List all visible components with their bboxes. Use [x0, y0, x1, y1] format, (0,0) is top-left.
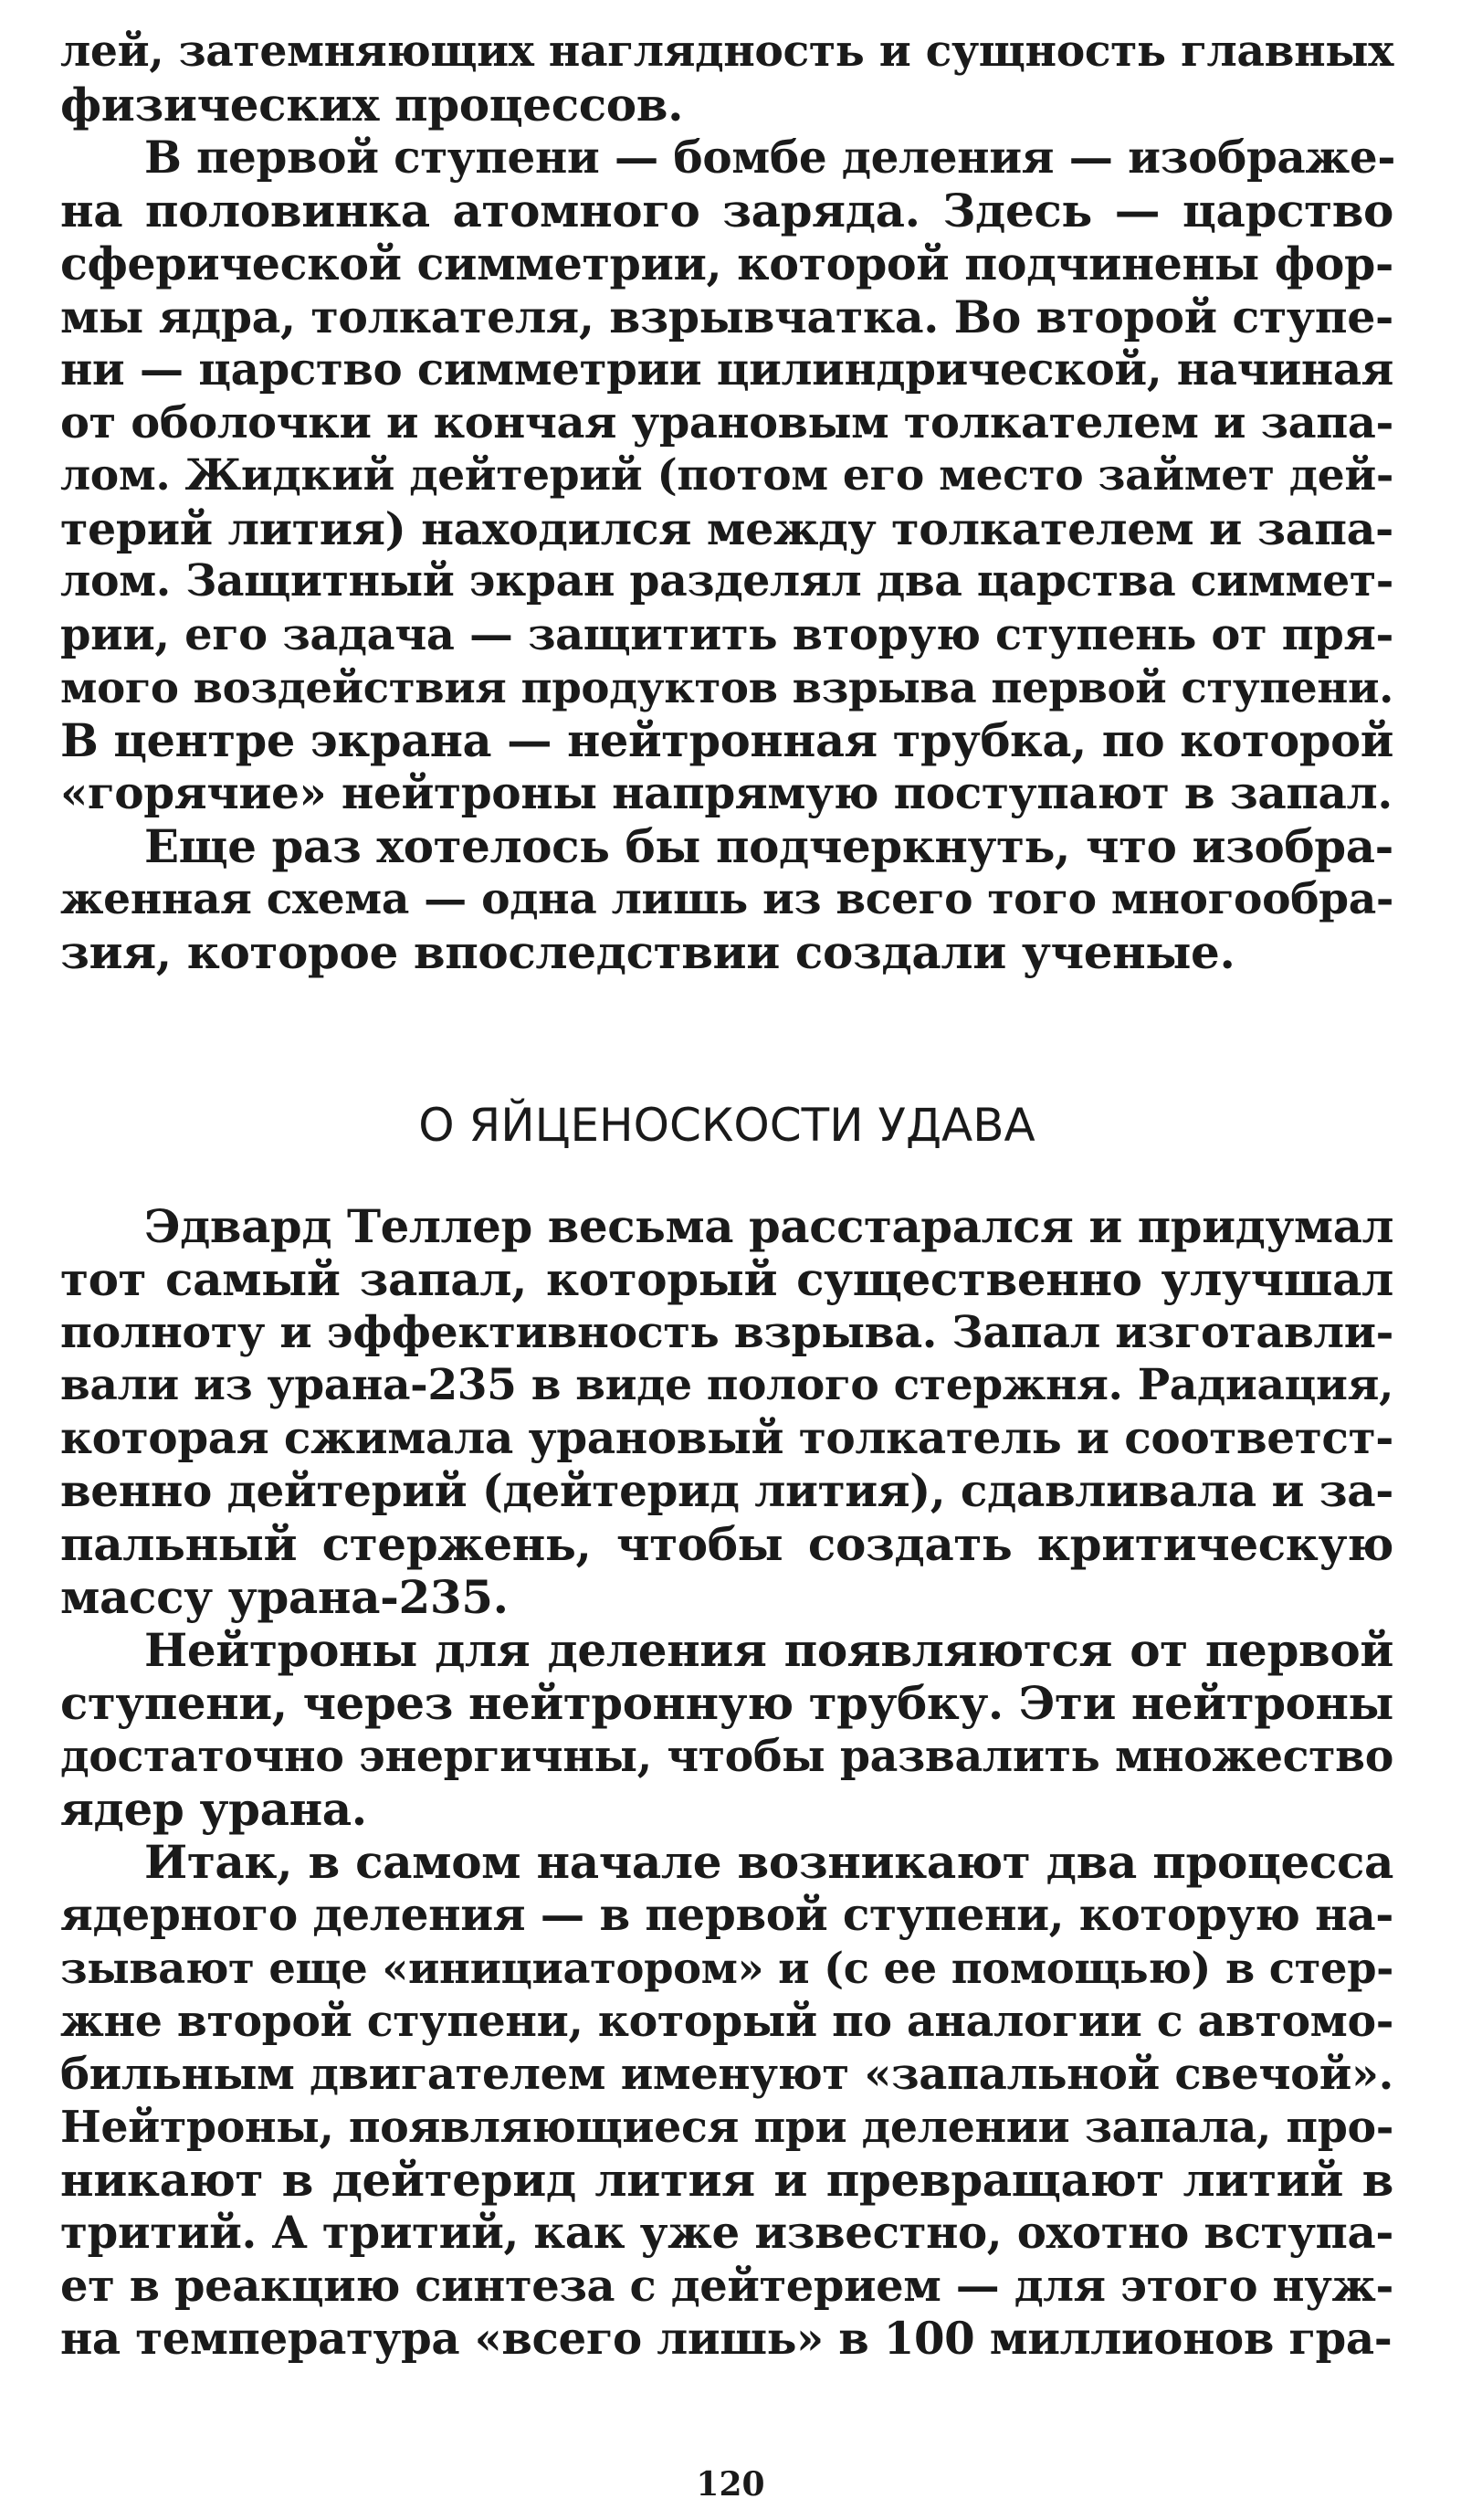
- text-line: физических процессов.: [60, 78, 684, 132]
- text-line: на температура «всего лишь» в 100 миллионов гра-: [60, 2314, 1393, 2365]
- text-line: В первой ступени — бомбе деления — изображе-: [144, 132, 1396, 184]
- text-line: тот самый запал, который существенно улучшал: [60, 1252, 1393, 1306]
- paragraph: [60, 1200, 1393, 1624]
- text-line: массу урана-235.: [60, 1570, 509, 1624]
- text-line: достаточно энергичны, чтобы развалить множество: [60, 1731, 1393, 1782]
- text-line: Нейтроны для деления появляются от первой: [144, 1623, 1393, 1677]
- text-line: тритий. А тритий, как уже известно, охотно вступа-: [60, 2208, 1393, 2259]
- text-line: бильным двигателем именуют «запальной свечой».: [60, 2049, 1393, 2100]
- text-line: Нейтроны, появляющиеся при делении запала, про-: [60, 2102, 1393, 2153]
- text-line: женная схема — одна лишь из всего того многообра-: [60, 874, 1393, 924]
- text-line: которая сжимала урановый толкатель и соответст-: [60, 1412, 1393, 1464]
- section-title: О ЯЙЦЕНОСКОСТИ УДАВА: [418, 1099, 1035, 1152]
- text-line: лом. Защитный экран разделял два царства симмет-: [60, 556, 1393, 606]
- text-line: зия, которое впоследствии создали ученые.: [60, 925, 1235, 979]
- text-block-bottom: [60, 1200, 1393, 2366]
- paragraph: [60, 26, 1393, 132]
- text-line: на половинка атомного заряда. Здесь — царство: [60, 184, 1393, 237]
- text-line: лей, затемняющих наглядность и сущность главных: [60, 26, 1393, 77]
- book-page: [60, 26, 1396, 2366]
- text-line: ни — царство симметрии цилиндрической, начиная: [60, 344, 1393, 395]
- text-line: «горячие» нейтроны напрямую поступают в запал.: [60, 767, 1393, 819]
- text-line: Итак, в самом начале возникают два процесса: [144, 1835, 1393, 1889]
- text-line: полноту и эффективность взрыва. Запал изготавли-: [60, 1307, 1393, 1358]
- page-number: 120: [696, 2465, 765, 2504]
- text-line: сферической симметрии, которой подчинены фор-: [60, 237, 1393, 290]
- paragraph: [60, 820, 1393, 979]
- text-line: мого воздействия продуктов взрыва первой ступени.: [60, 662, 1393, 712]
- paragraph: [60, 1836, 1393, 2366]
- text-line: лом. Жидкий дейтерий (потом его место займет дей-: [60, 450, 1393, 501]
- text-line: зывают еще «инициатором» и (с ее помощью) в стер-: [60, 1943, 1393, 1993]
- text-line: Эдвард Теллер весьма расстарался и придумал: [144, 1199, 1394, 1253]
- paragraph: [60, 1624, 1393, 1836]
- text-block-top: [60, 26, 1396, 979]
- text-line: от оболочки и кончая урановым толкателем и запа-: [60, 397, 1393, 448]
- text-line: венно дейтерий (дейтерид лития), сдавливала и за-: [60, 1465, 1393, 1517]
- text-line: терий лития) находился между толкателем и запа-: [60, 502, 1393, 555]
- text-line: Еще раз хотелось бы подчеркнуть, что изобра-: [144, 819, 1393, 873]
- text-line: ядерного деления — в первой ступени, которую на-: [60, 1889, 1393, 1941]
- paragraph: [60, 132, 1396, 820]
- text-line: ядер урана.: [60, 1782, 367, 1836]
- text-line: ет в реакцию синтеза с дейтерием — для этого нуж-: [60, 2261, 1393, 2312]
- text-line: рии, его задача — защитить вторую ступень от пря-: [60, 609, 1393, 660]
- text-line: пальный стержень, чтобы создать критическую: [60, 1517, 1393, 1571]
- text-line: вали из урана-235 в виде полого стержня. Радиация,: [60, 1360, 1393, 1410]
- text-line: мы ядра, толкателя, взрывчатка. Во второй ступе-: [60, 290, 1393, 343]
- text-line: никают в дейтерид лития и превращают литий в: [60, 2153, 1393, 2207]
- text-line: В центре экрана — нейтронная трубка, по которой: [60, 714, 1393, 767]
- text-line: ступени, через нейтронную трубку. Эти нейтроны: [60, 1676, 1394, 1730]
- text-line: жне второй ступени, который по аналогии с автомо-: [60, 1996, 1393, 2047]
